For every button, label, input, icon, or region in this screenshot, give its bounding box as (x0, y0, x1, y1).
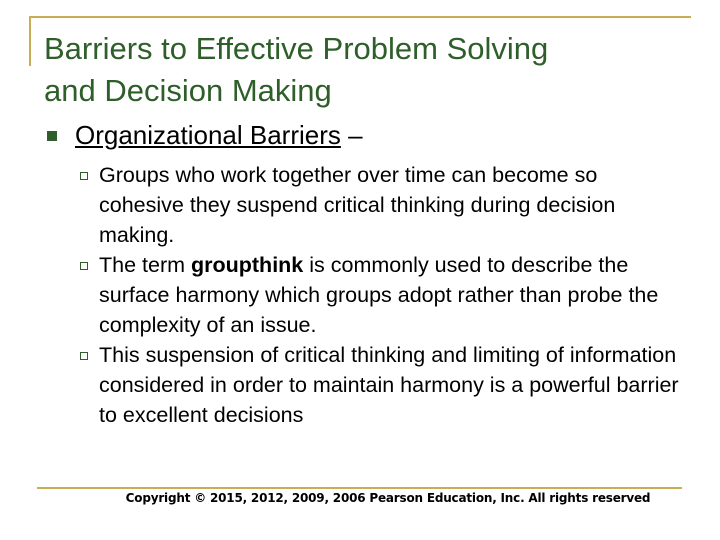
sub-bullet-text: This suspension of critical thinking and limiting of information considered in order to maintain harmony is a powerful barrier to excellent decisions (99, 343, 679, 427)
frame-top-rule (29, 16, 691, 18)
heading-underlined-text: Organizational Barriers (75, 120, 341, 150)
sub-bullet-item (80, 250, 680, 340)
sub-bullet-text (99, 250, 680, 340)
text-segment: The term (99, 253, 191, 277)
bold-term: groupthink (191, 253, 304, 277)
frame-left-rule (29, 16, 31, 66)
title-line-2: and Decision Making (44, 73, 332, 108)
text-segment: is commonly used to describe the surface harmony which groups adopt rather than probe the complexity of an issue. (99, 253, 659, 337)
bullet-heading (75, 118, 363, 152)
sub-bullet-text: Groups who work together over time can become so cohesive they suspend critical thinking during decision making. (99, 163, 616, 247)
copyright-footer: Copyright © 2015, 2012, 2009, 2006 Pearson Education, Inc. All rights reserved (125, 491, 651, 505)
sub-bullet-item (80, 160, 680, 250)
filled-square-bullet-icon (47, 131, 57, 141)
hollow-square-bullet-icon (80, 172, 88, 180)
heading-dash: – (340, 120, 363, 150)
title-line-1: Barriers to Effective Problem Solving (44, 31, 549, 66)
sub-bullet-list (80, 160, 680, 430)
hollow-square-bullet-icon (80, 352, 88, 360)
slide-title (44, 28, 684, 112)
footer-rule (37, 487, 682, 489)
hollow-square-bullet-icon (80, 262, 88, 270)
sub-bullet-item (80, 340, 680, 430)
